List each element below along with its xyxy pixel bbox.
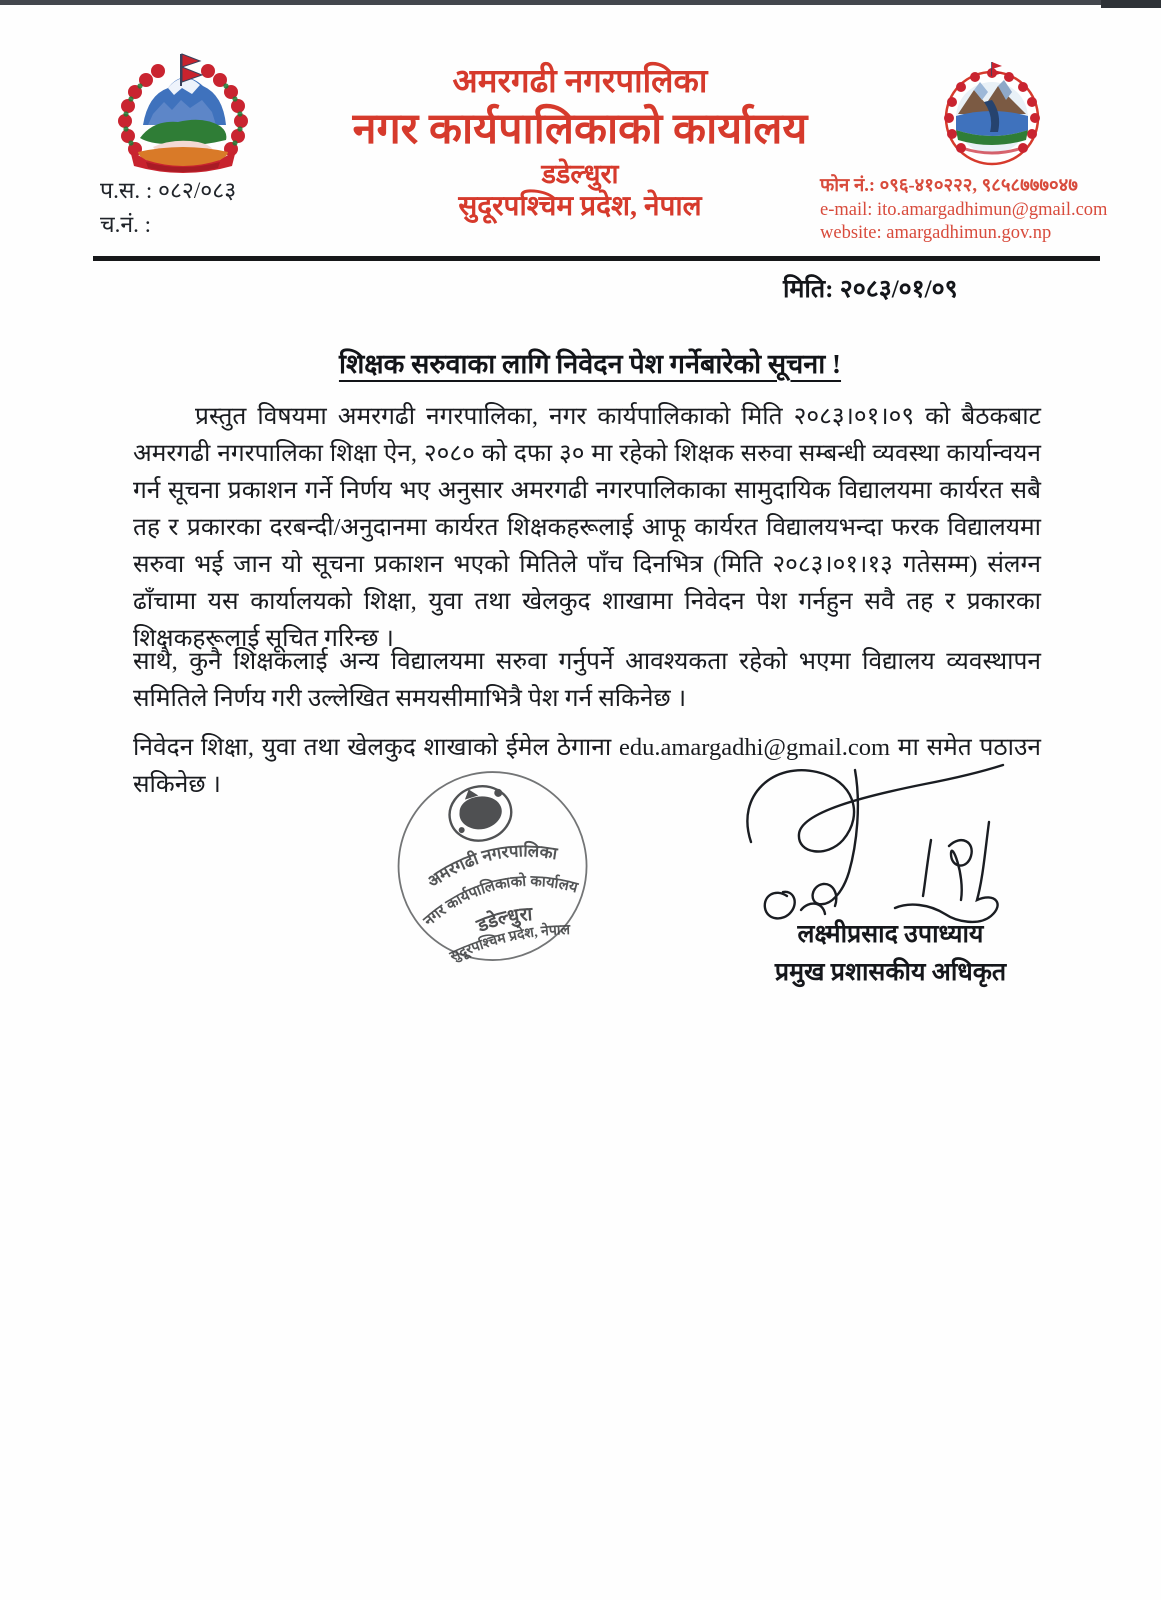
paragraph-1: प्रस्तुत विषयमा अमरगढी नगरपालिका, नगर कार्यपालिकाको मिति २०८३।०१।०९ को बैठकबाट अमरगढी नगरपालिका शिक्षा ऐन, २०८० को दफा ३० मा रहेको शिक्षक सरुवा सम्बन्धी व्यवस्था कार्यान्वयन गर्न सूचना प्रकाशन गर्ने निर्णय भए अनुसार अमरगढी नगरपालिकाका सामुदायिक विद्यालयमा कार्यरत सबै तह र प्रकारका दरबन्दी/अनुदानमा कार्यरत शिक्षकहरूलाई आफू कार्यरत विद्यालयभन्दा फरक विद्यालयमा सरुवा भई जान यो सूचना प्रकाशन भएको मितिले पाँच दिनभित्र (मिति २०८३।०१।१३ गतेसम्म) संलग्न ढाँचामा यस कार्यालयको शिक्षा, युवा तथा खेलकुद शाखामा निवेदन पेश गर्नहुन सवै तह र प्रकारका शिक्षकहरूलाई सूचित गरिन्छ । xyxy=(133,403,1041,652)
email-address: e-mail: ito.amargadhimun@gmail.com xyxy=(820,199,1108,220)
stamp-line-3: डडेल्धुरा xyxy=(473,904,534,937)
ref-number: प.स. : ०८२/०८३ xyxy=(100,178,237,203)
district-name: डडेल्धुरा xyxy=(541,159,619,189)
website-address: website: amargadhimun.gov.np xyxy=(820,223,1052,243)
province-name: सुदूरपश्चिम प्रदेश, नेपाल xyxy=(458,191,702,222)
stamp-line-4: सुदूरपश्चिम प्रदेश, नेपाल xyxy=(447,923,571,965)
signatory-name: लक्ष्मीप्रसाद उपाध्याय xyxy=(797,921,984,948)
header-divider xyxy=(93,256,1100,261)
municipality-name: अमरगढी नगरपालिका xyxy=(452,64,708,100)
subject-text: शिक्षक सरुवाका लागि निवेदन पेश गर्नेबारेको सूचना ! xyxy=(338,349,842,379)
phone-number: फोन नं.: ०९६-४१०२२२, ९८५८७७७०४७ xyxy=(820,176,1078,196)
stamp-emblem xyxy=(444,780,517,847)
scan-artifact-line xyxy=(0,0,1161,5)
reference-block xyxy=(100,174,236,242)
nepal-emblem-icon xyxy=(108,50,258,185)
contact-block xyxy=(820,175,1161,246)
subject-heading xyxy=(95,344,1085,381)
paragraph-3: निवेदन शिक्षा, युवा तथा खेलकुद शाखाको ईमेल ठेगाना edu.amargadhi@gmail.com मा समेत पठाउन सकिनेछ । xyxy=(133,734,1041,798)
letter-date: मिति: २०८३/०१/०९ xyxy=(783,276,958,303)
stamp-line-2: नगर कार्यपालिकाको कार्यालय xyxy=(421,873,580,930)
municipality-logo-icon xyxy=(932,56,1052,171)
paragraph-2: साथै, कुनै शिक्षकलाई अन्य विद्यालयमा सरुवा गर्नुपर्ने आवश्यकता रहेको भएमा विद्यालय व्यवस्थापन समितिले निर्णय गरी उल्लेखित समयसीमाभित्रै पेश गर्न सकिनेछ । xyxy=(133,648,1041,712)
dispatch-number: च.नं. : xyxy=(100,212,152,237)
letterhead xyxy=(270,62,890,224)
signatory-title: प्रमुख प्रशासकीय अधिकृत xyxy=(774,959,1007,986)
stamp-line-1: अमरगढी नगरपालिका xyxy=(423,841,559,892)
office-name: नगर कार्यपालिकाको कार्यालय xyxy=(352,106,808,153)
